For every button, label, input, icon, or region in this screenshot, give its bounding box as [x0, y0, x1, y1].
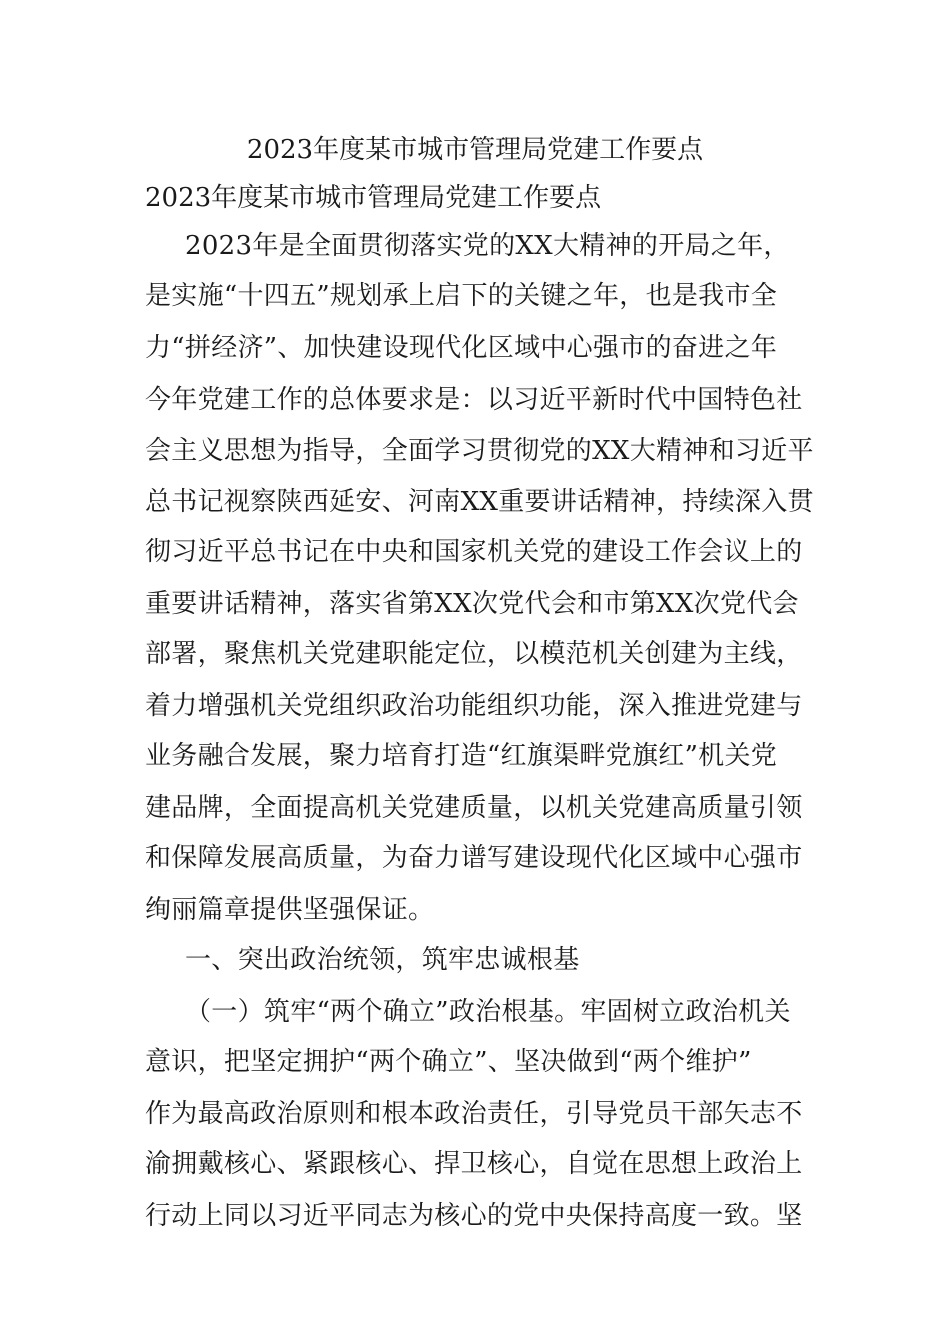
paragraph-line: 和保障发展高质量，为奋力谱写建设现代化区域中心强市: [145, 843, 803, 873]
paragraph-line: 作为最高政治原则和根本政治责任，引导党员干部矢志不: [145, 1099, 803, 1129]
section-heading: 一、突出政治统领，筑牢忠诚根基: [185, 945, 580, 975]
paragraph-line: 2023年是全面贯彻落实党的XX大精神的开局之年，: [185, 231, 790, 261]
paragraph-line: 行动上同以习近平同志为核心的党中央保持高度一致。坚: [145, 1201, 803, 1231]
paragraph-line: 今年党建工作的总体要求是：以习近平新时代中国特色社: [145, 385, 803, 415]
document-title: 2023年度某市城市管理局党建工作要点: [246, 135, 704, 165]
paragraph-line: 着力增强机关党组织政治功能组织功能，深入推进党建与: [145, 691, 803, 721]
paragraph-line: 会主义思想为指导，全面学习贯彻党的XX大精神和习近平: [145, 436, 814, 466]
paragraph-line: 彻习近平总书记在中央和国家机关党的建设工作会议上的: [145, 537, 803, 567]
paragraph-line: 总书记视察陕西延安、河南XX重要讲话精神，持续深入贯: [145, 487, 814, 517]
paragraph-line: 力“拼经济”、加快建设现代化区域中心强市的奋进之年: [145, 333, 778, 363]
paragraph-line: 意识，把坚定拥护“两个确立”、坚决做到“两个维护”: [145, 1047, 752, 1077]
paragraph-line: 是实施“十四五”规划承上启下的关键之年，也是我市全: [145, 281, 778, 311]
document-subtitle: 2023年度某市城市管理局党建工作要点: [145, 183, 602, 213]
paragraph-line: 业务融合发展，聚力培育打造“红旗渠畔党旗红”机关党: [145, 741, 778, 771]
paragraph-line: 重要讲话精神，落实省第XX次党代会和市第XX次党代会: [145, 589, 799, 619]
paragraph-line: （一）筑牢“两个确立”政治根基。牢固树立政治机关: [185, 997, 791, 1027]
paragraph-line: 绚丽篇章提供坚强保证。: [145, 895, 435, 925]
paragraph-line: 渝拥戴核心、紧跟核心、捍卫核心，自觉在思想上政治上: [145, 1149, 803, 1179]
paragraph-line: 建品牌，全面提高机关党建质量，以机关党建高质量引领: [145, 793, 803, 823]
paragraph-line: 部署，聚焦机关党建职能定位，以模范机关创建为主线，: [145, 639, 803, 669]
